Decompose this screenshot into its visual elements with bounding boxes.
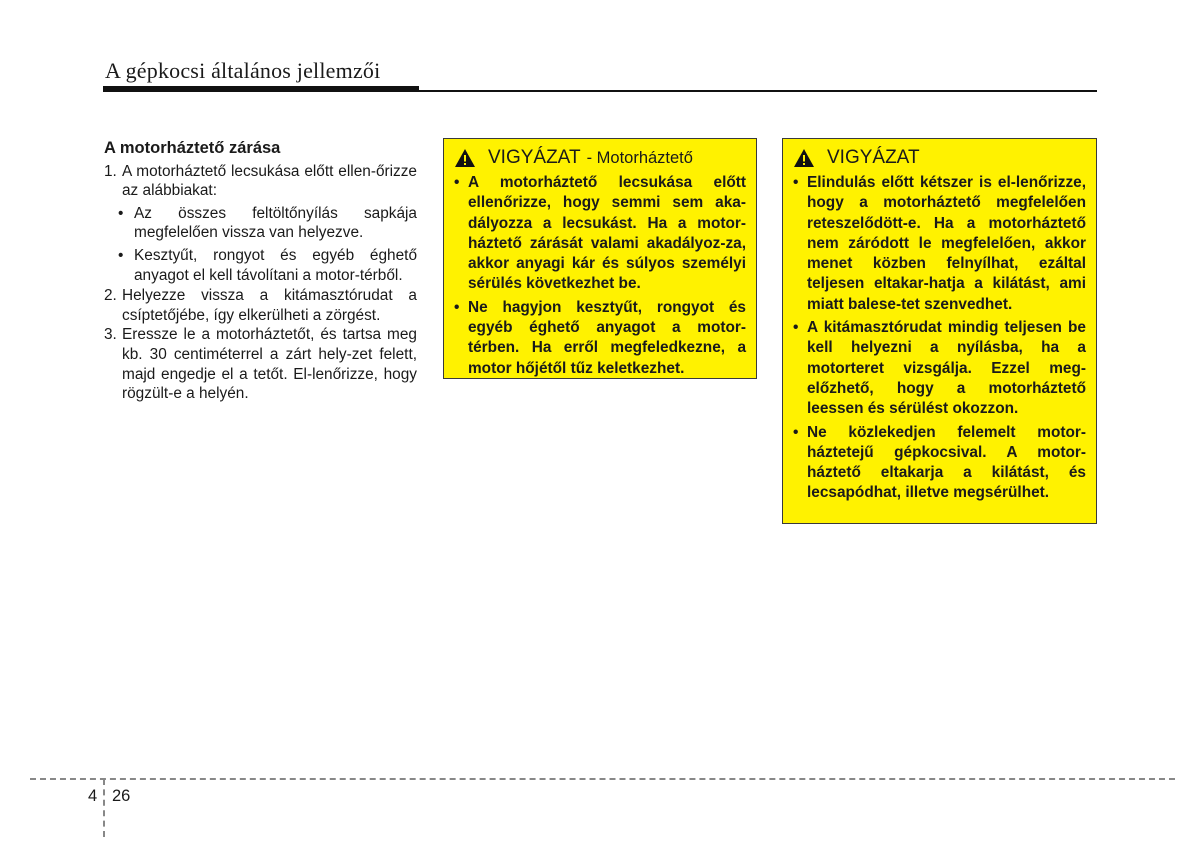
step-number: 2. bbox=[104, 287, 117, 305]
hood-closing-section bbox=[104, 139, 417, 404]
step-3 bbox=[104, 325, 417, 403]
warning-item bbox=[452, 173, 746, 295]
step-text: Helyezze vissza a kitámasztórudat a csíptetőjébe, így elkerülheti a zörgést. bbox=[122, 287, 417, 324]
page-number: 26 bbox=[112, 787, 131, 805]
step-number: 1. bbox=[104, 162, 117, 180]
warning-item bbox=[791, 173, 1086, 315]
warning-triangle-icon bbox=[793, 148, 815, 168]
warning-item bbox=[452, 298, 746, 379]
warning-item bbox=[791, 318, 1086, 419]
step-2 bbox=[104, 286, 417, 325]
warning-box-hood bbox=[443, 138, 757, 379]
warning-title: VIGYÁZAT bbox=[488, 147, 581, 168]
warning-item-text: Elindulás előtt kétszer is el-lenőrizze, hogy a motorháztető megfelelően reteszelődött-e. Ha a motorháztető nem záródott le megfelelően, akkor menet közben felnyílhat, ezáltal teljesen eltakar-hatja a kilátást, ami miatt balese-tet szenvedhet. bbox=[807, 174, 1086, 313]
chapter-number: 4 bbox=[88, 787, 98, 805]
bullet: • bbox=[793, 174, 799, 191]
step-text: A motorháztető lecsukása előtt ellen-őrizze az alábbiakat: bbox=[122, 162, 417, 200]
bullet: • bbox=[454, 174, 460, 191]
sub-item bbox=[118, 246, 417, 285]
sub-item bbox=[118, 204, 417, 243]
warning-subtitle: - Motorháztető bbox=[586, 148, 693, 167]
bullet: • bbox=[793, 423, 799, 441]
step-1 bbox=[104, 162, 417, 201]
footer-dashed-separator bbox=[103, 779, 105, 837]
page-header-title: A gépkocsi általános jellemzői bbox=[105, 58, 381, 83]
header-rule-thin bbox=[419, 90, 1097, 92]
warning-item-text: A motorháztető lecsukása előtt ellenőrizze, hogy semmi sem aka-dályozza a lecsukást. Ha a motor-háztető zárását valami akadályoz-za, akkor anyagi kár és súlyos személyi sérülés következhet be. bbox=[468, 174, 746, 293]
warning-item bbox=[791, 423, 1086, 504]
bullet: • bbox=[118, 204, 124, 222]
bullet: • bbox=[793, 319, 799, 337]
header-rule-thick bbox=[103, 86, 419, 92]
warning-item-text: Ne közlekedjen felemelt motor-háztetejű gépkocsival. A motor-háztető eltakarja a kilátást, és lecsapódhat, illetve megsérülhet. bbox=[807, 423, 1086, 502]
warning-title: VIGYÁZAT bbox=[827, 147, 920, 168]
bullet: • bbox=[118, 246, 124, 264]
step-text: Eressze le a motorháztetőt, és tartsa meg kb. 30 centiméterrel a zárt hely-zet felett, majd engedje el a tetőt. El-lenőrizze, hogy rögzült-e a helyén. bbox=[122, 326, 417, 403]
warning-box-general bbox=[782, 138, 1097, 524]
step-number: 3. bbox=[104, 326, 117, 344]
bullet: • bbox=[454, 298, 460, 316]
sub-item-text: Az összes feltöltőnyílás sapkája megfelelően vissza van helyezve. bbox=[134, 204, 417, 242]
section-title: A motorháztető zárása bbox=[104, 139, 281, 157]
footer-dashed-rule bbox=[30, 778, 1175, 780]
warning-item-text: A kitámasztórudat mindig teljesen be kell helyezni a nyílásba, ha a motorteret vizsgálja. Ezzel meg-előzhető, hogy a motorháztető leessen és sérülést okozzon. bbox=[807, 319, 1086, 418]
warning-item-text: Ne hagyjon kesztyűt, rongyot és egyéb éghető anyagot a motor-térben. Ha erről megfeledkezne, a motor hőjétől tűz keletkezhet. bbox=[468, 298, 746, 377]
warning-title-row bbox=[454, 147, 746, 169]
warning-title-row bbox=[793, 147, 1086, 169]
warning-triangle-icon bbox=[454, 148, 476, 168]
sub-item-text: Kesztyűt, rongyot és egyéb éghető anyagot el kell távolítani a motor-térből. bbox=[134, 246, 417, 284]
